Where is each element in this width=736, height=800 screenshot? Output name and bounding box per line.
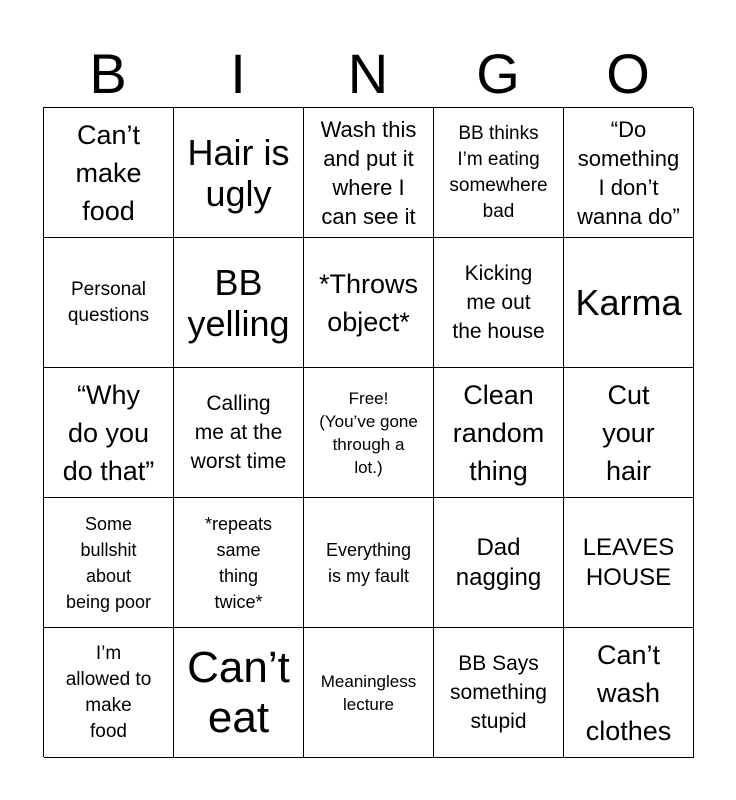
bingo-cell[interactable] bbox=[44, 108, 174, 238]
bingo-cell[interactable] bbox=[304, 628, 434, 758]
bingo-cell[interactable] bbox=[434, 628, 564, 758]
bingo-cell[interactable] bbox=[564, 108, 694, 238]
bingo-cell[interactable] bbox=[174, 368, 304, 498]
bingo-cell[interactable] bbox=[44, 628, 174, 758]
header-letter-n: N bbox=[347, 42, 389, 105]
bingo-board bbox=[43, 107, 693, 757]
cell-text: Calling me at the worst time bbox=[190, 392, 287, 473]
bingo-cell[interactable] bbox=[434, 238, 564, 368]
bingo-cell[interactable] bbox=[174, 108, 304, 238]
bingo-cell[interactable] bbox=[44, 498, 174, 628]
cell-text: BB yelling bbox=[187, 261, 290, 344]
bingo-cell[interactable] bbox=[174, 498, 304, 628]
bingo-cell[interactable] bbox=[304, 108, 434, 238]
bingo-cell[interactable] bbox=[564, 498, 694, 628]
cell-text: Can’t eat bbox=[187, 642, 290, 742]
bingo-cell[interactable] bbox=[304, 238, 434, 368]
cell-text: Wash this and put it where I can see it bbox=[320, 116, 417, 229]
cell-text: BB thinks I’m eating somewhere bad bbox=[449, 122, 548, 222]
header-letter-i: I bbox=[230, 42, 246, 105]
cell-text: Dad nagging bbox=[455, 533, 542, 591]
cell-text: BB Says something stupid bbox=[450, 652, 547, 733]
cell-text: Everything is my fault bbox=[325, 539, 412, 586]
cell-text: “Do something I don’t wanna do” bbox=[577, 116, 680, 229]
bingo-cell[interactable] bbox=[434, 108, 564, 238]
cell-text: Personal questions bbox=[67, 278, 150, 326]
free-space-cell[interactable] bbox=[304, 368, 434, 498]
bingo-cell[interactable] bbox=[564, 628, 694, 758]
bingo-cell[interactable] bbox=[174, 628, 304, 758]
cell-text: *Throws object* bbox=[318, 268, 419, 337]
bingo-cell[interactable] bbox=[564, 368, 694, 498]
bingo-cell[interactable] bbox=[44, 368, 174, 498]
bingo-cell[interactable] bbox=[434, 368, 564, 498]
bingo-cell[interactable] bbox=[564, 238, 694, 368]
header-letter-g: G bbox=[476, 42, 520, 105]
cell-text: Karma bbox=[575, 282, 682, 323]
bingo-header bbox=[43, 40, 693, 108]
cell-text: “Why do you do that” bbox=[62, 379, 155, 486]
header-letter-b: B bbox=[89, 42, 127, 105]
cell-text: Clean random thing bbox=[452, 379, 545, 486]
cell-text: Meaningless lecture bbox=[320, 671, 417, 714]
bingo-cell[interactable] bbox=[174, 238, 304, 368]
cell-text: *repeats same thing twice* bbox=[204, 513, 273, 612]
header-letter-o: O bbox=[606, 42, 650, 105]
bingo-cell[interactable] bbox=[44, 238, 174, 368]
bingo-cell[interactable] bbox=[434, 498, 564, 628]
cell-text: Kicking me out the house bbox=[452, 262, 545, 343]
cell-text: LEAVES HOUSE bbox=[582, 533, 675, 591]
cell-text: Free! (You’ve gone through a lot.) bbox=[319, 388, 418, 477]
cell-text: I’m allowed to make food bbox=[65, 642, 152, 742]
bingo-cell[interactable] bbox=[304, 498, 434, 628]
cell-text: Some bullshit about being poor bbox=[65, 513, 152, 612]
cell-text: Cut your hair bbox=[602, 379, 655, 486]
cell-text: Can’t wash clothes bbox=[585, 639, 672, 746]
cell-text: Can’t make food bbox=[75, 119, 142, 226]
cell-text: Hair is ugly bbox=[187, 131, 290, 214]
